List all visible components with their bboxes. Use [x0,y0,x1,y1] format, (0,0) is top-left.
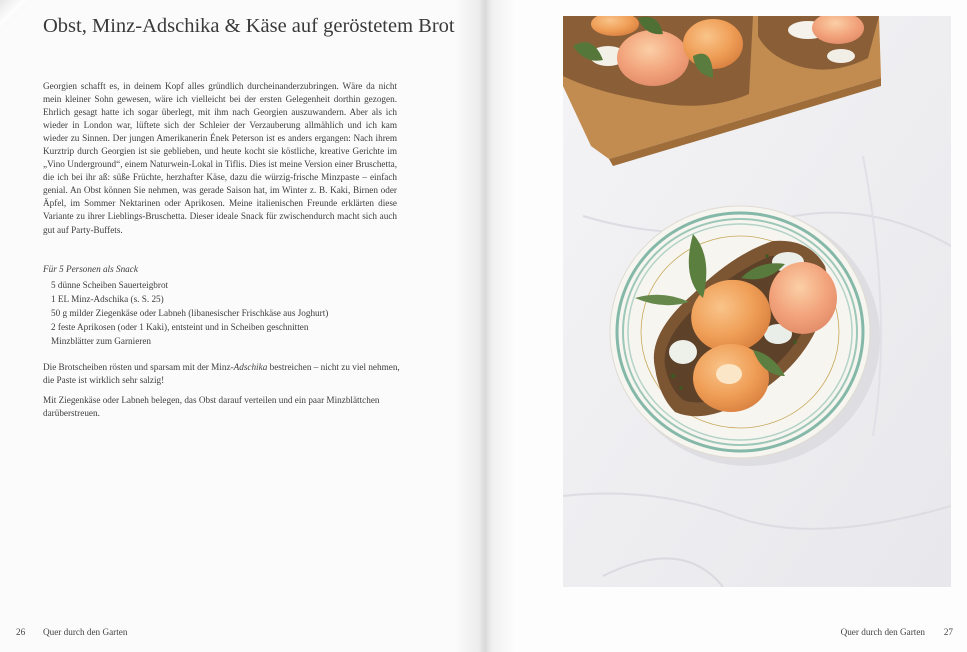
ingredient-item: 2 feste Aprikosen (oder 1 Kaki), entsteint und in Scheiben geschnitten [51,322,309,333]
bruschetta-photo [563,16,951,587]
recipe-title: Obst, Minz-Adschika & Käse auf geröstetem Brot [43,15,455,37]
ingredient-item: 50 g milder Ziegenkäse oder Labneh (libanesischer Frischkäse aus Joghurt) [51,308,329,319]
page-curl-corner [0,0,26,26]
running-footer-left: Quer durch den Garten [43,627,128,637]
ingredient-list [51,278,328,348]
apricot-slice [769,262,837,334]
left-page [0,0,483,652]
method-step-1-text: Die Brotscheiben rösten und sparsam mit der Minz- [43,362,234,372]
page-number-right: 27 [943,627,953,637]
ingredient-item: Minzblätter zum Garnieren [51,336,151,347]
recipe-intro: Georgien schafft es, in deinem Kopf alles gründlich durcheinanderzubringen. Wäre da nicht mein kleiner Sohn gewesen, wäre ich vielleicht bei der ersten Gelegenheit dorthin gezogen. Ehrlich gesagt hatte ich sogar überlegt, mit ihm nach Georgien auszuwandern. Aber als ich wieder in London war, lüftete sich der Schleier der Verzauberung allmählich und ich kam wieder zu Sinnen. Der jungen Amerikanerin Ének Peterson ist es anders ergangen: Nach ihrem Kurztrip durch Georgien ist sie geblieben, und heute kocht sie köstliche, kreative Gerichte im „Vino Underground“, einem Naturwein-Lokal in Tiflis. Dies ist meine Version einer Bruschetta, die ich bei ihr aß: süße Früchte, herzhafter Käse, dazu die würzig-frische Minzpaste – einfach genial. An Obst können Sie nehmen, was gerade Saison hat, im Winter z. B. Kaki, Birnen oder Äpfel, im Sommer Nektarinen oder Aprikosen. Meine italienischen Freunde erklärten diese Variante zu ihrer Lieblings-Bruschetta. Dieser ideale Snack für zwischendurch macht sich auch gut auf Party-Buffets. [43,81,397,235]
page-number-left: 26 [16,627,26,637]
method-step-2: Mit Ziegenkäse oder Labneh belegen, das Obst darauf verteilen und ein paar Minzblättchen darüberstreuen. [43,395,380,419]
right-page [483,0,967,652]
ingredient-item: 5 dünne Scheiben Sauerteigbrot [51,280,169,290]
method-step-1-text-end: bestreichen – nicht zu viel nehmen, die Paste ist wirklich sehr salzig! [43,362,400,386]
method-step-1 [43,361,403,388]
method-step-1-emphasis: Adschika [233,362,268,372]
running-footer-right: Quer durch den Garten [840,627,925,637]
servings-line: Für 5 Personen als Snack [43,264,138,274]
ingredient-item: 1 EL Minz-Adschika (s. S. 25) [51,294,164,305]
